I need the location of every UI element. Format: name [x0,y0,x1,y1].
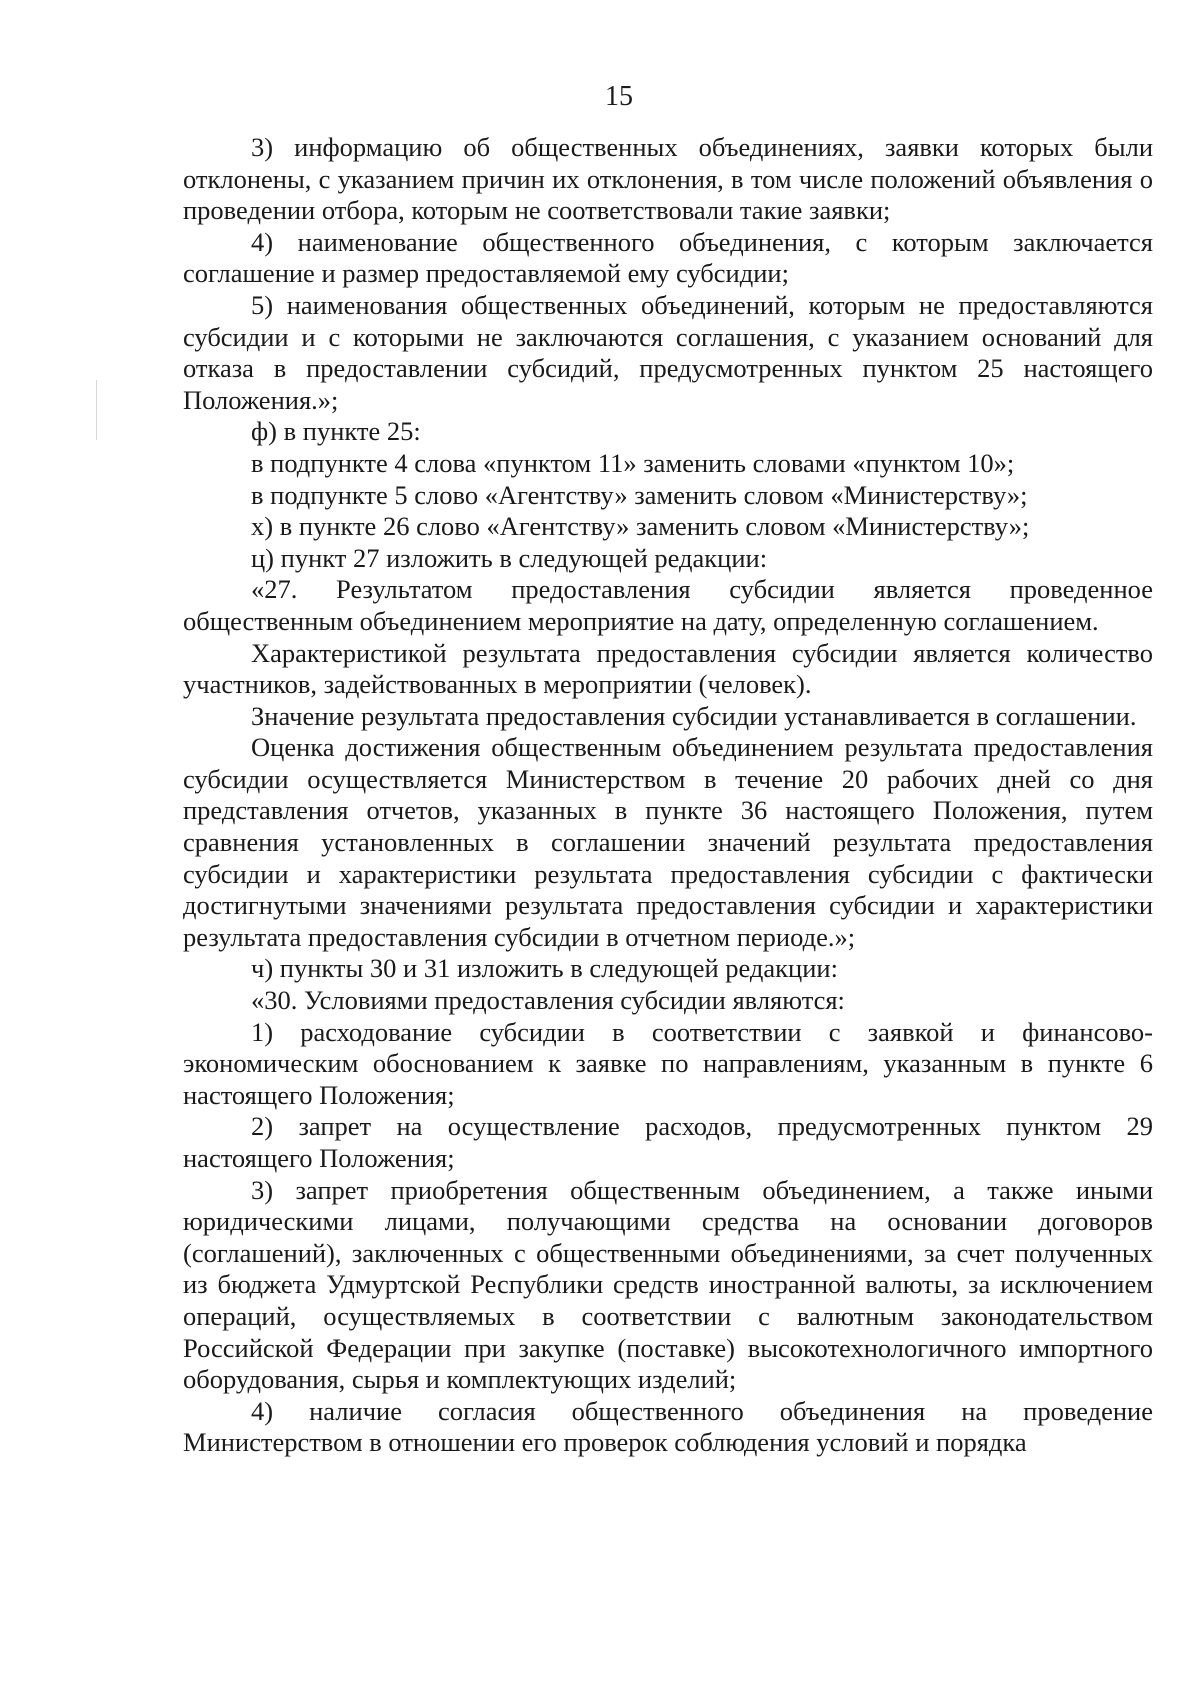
paragraph-condition-4: 4) наличие согласия общественного объединения на проведение Министерством в отношении его проверок соблюдения условий и порядка [183,1395,1153,1458]
paragraph-ch-points-30-31: ч) пункты 30 и 31 изложить в следующей редакции: [251,953,838,984]
paragraph-f-point-25: ф) в пункте 25: [251,416,421,447]
paragraph-subpoint-5-replace: в подпункте 5 слово «Агентству» заменить словом «Министерству»; [251,479,1028,510]
paragraph-result-value: Значение результата предоставления субсидии устанавливается в соглашении. [251,700,1137,731]
paragraph-30-conditions: «30. Условиями предоставления субсидии являются: [251,985,845,1016]
paragraph-item-3-info-rejected: 3) информацию об общественных объединениях, заявки которых были отклонены, с указанием причин их отклонения, в том числе положений объявления о проведении отбора, которым не соответствовали такие заявки; [183,132,1153,226]
paragraph-result-characteristic: Характеристикой результата предоставления субсидии является количество участников, задействованных в мероприятии (человек). [183,637,1153,700]
paragraph-condition-1: 1) расходование субсидии в соответствии с заявкой и финансово-экономическим обоснованием к заявке по направлениям, указанным в пункте 6 настоящего Положения; [183,1016,1153,1110]
paragraph-item-4-name-agreement: 4) наименование общественного объединения, с которым заключается соглашение и размер предоставляемой ему субсидии; [183,226,1153,289]
document-body [183,132,1153,1459]
paragraph-item-5-names-refused: 5) наименования общественных объединений, которым не предоставляются субсидии и с которыми не заключаются соглашения, с указанием оснований для отказа в предоставлении субсидий, предусмотренных пунктом 25 настоящего Положения.»; [183,289,1153,415]
paragraph-ts-point-27: ц) пункт 27 изложить в следующей редакции: [251,542,768,573]
paragraph-condition-2: 2) запрет на осуществление расходов, предусмотренных пунктом 29 настоящего Положения; [183,1111,1153,1173]
page-number: 15 [605,81,633,112]
paragraph-subpoint-4-replace: в подпункте 4 слова «пунктом 11» заменить словами «пунктом 10»; [251,447,1015,478]
paragraph-27-result: «27. Результатом предоставления субсидии является проведенное общественным объединением мероприятие на дату, определенную соглашением. [183,574,1153,636]
paragraph-condition-3: 3) запрет приобретения общественным объединением, а также иными юридическими лицами, получающими средства на основании договоров (соглашений), заключенных с общественными объединениями, за счет полученных из бюджета Удмуртской Республики средств иностранной валюты, за исключением операций, осуществляемых в соответствии с валютным законодательством Российской Федерации при закупке (поставке) высокотехнологичного импортного оборудования, сырья и комплектующих изделий; [183,1174,1153,1395]
paragraph-result-assessment: Оценка достижения общественным объединением результата предоставления субсидии осуществляется Министерством в течение 20 рабочих дней со дня представления отчетов, указанных в пункте 36 настоящего Положения, путем сравнения установленных в соглашении значений результата предоставления субсидии и характеристики результата предоставления субсидии с фактически достигнутыми значениями результата предоставления субсидии и характеристики результата предоставления субсидии в отчетном периоде.»; [183,732,1153,952]
paragraph-h-point-26: х) в пункте 26 слово «Агентству» заменить словом «Министерству»; [251,511,1030,542]
scan-artifact-line [96,380,97,440]
